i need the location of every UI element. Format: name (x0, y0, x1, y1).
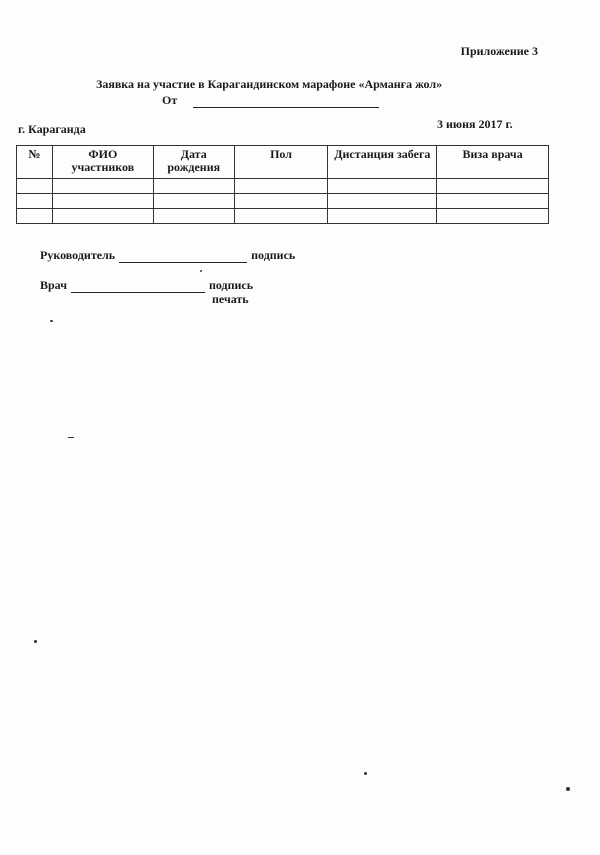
table-row (17, 179, 549, 194)
document-title: Заявка на участие в Карагандинском марафоне «Арманға жол» (96, 77, 443, 91)
header-doctor-visa: Виза врача (437, 146, 549, 179)
table-cell (437, 179, 549, 194)
table-row (17, 194, 549, 209)
header-gender: Пол (234, 146, 328, 179)
table-cell (437, 209, 549, 224)
header-distance: Дистанция забега (328, 146, 437, 179)
table-cell (153, 194, 234, 209)
scan-speck (34, 640, 37, 643)
table-cell (52, 209, 153, 224)
table-cell (17, 179, 53, 194)
table-header-row (17, 146, 549, 179)
table-cell (52, 179, 153, 194)
head-signature-line (119, 252, 247, 263)
city-label: г. Караганда (18, 122, 86, 136)
table-row (17, 209, 549, 224)
table-cell (52, 194, 153, 209)
head-label: Руководитель (40, 248, 116, 262)
doctor-signature-row (40, 278, 253, 293)
doctor-sign-label: подпись (208, 278, 254, 292)
table-cell (234, 194, 328, 209)
table-cell (234, 209, 328, 224)
table-cell (153, 209, 234, 224)
scan-speck (68, 437, 74, 438)
header-number: № (17, 146, 53, 179)
from-label: От (162, 93, 178, 107)
scan-speck (50, 320, 53, 322)
appendix-label: Приложение 3 (460, 44, 538, 58)
doctor-signature-line (71, 282, 205, 293)
scan-speck (566, 787, 570, 791)
from-row (162, 93, 379, 108)
table-cell (234, 179, 328, 194)
participants-table (16, 145, 549, 224)
table-cell (153, 179, 234, 194)
scan-speck (200, 270, 202, 272)
doctor-label: Врач (40, 278, 67, 292)
header-birthdate: Дата рождения (153, 146, 234, 179)
table-cell (437, 194, 549, 209)
date-label: 3 июня 2017 г. (437, 117, 513, 131)
head-signature-row (40, 248, 295, 263)
stamp-label: печать (212, 292, 249, 306)
header-fio: ФИО участников (52, 146, 153, 179)
table-cell (328, 194, 437, 209)
table-cell (328, 209, 437, 224)
scan-speck (364, 772, 367, 775)
table-cell (17, 209, 53, 224)
from-blank-line (193, 97, 379, 108)
table-cell (328, 179, 437, 194)
table-cell (17, 194, 53, 209)
head-sign-label: подпись (251, 248, 296, 262)
